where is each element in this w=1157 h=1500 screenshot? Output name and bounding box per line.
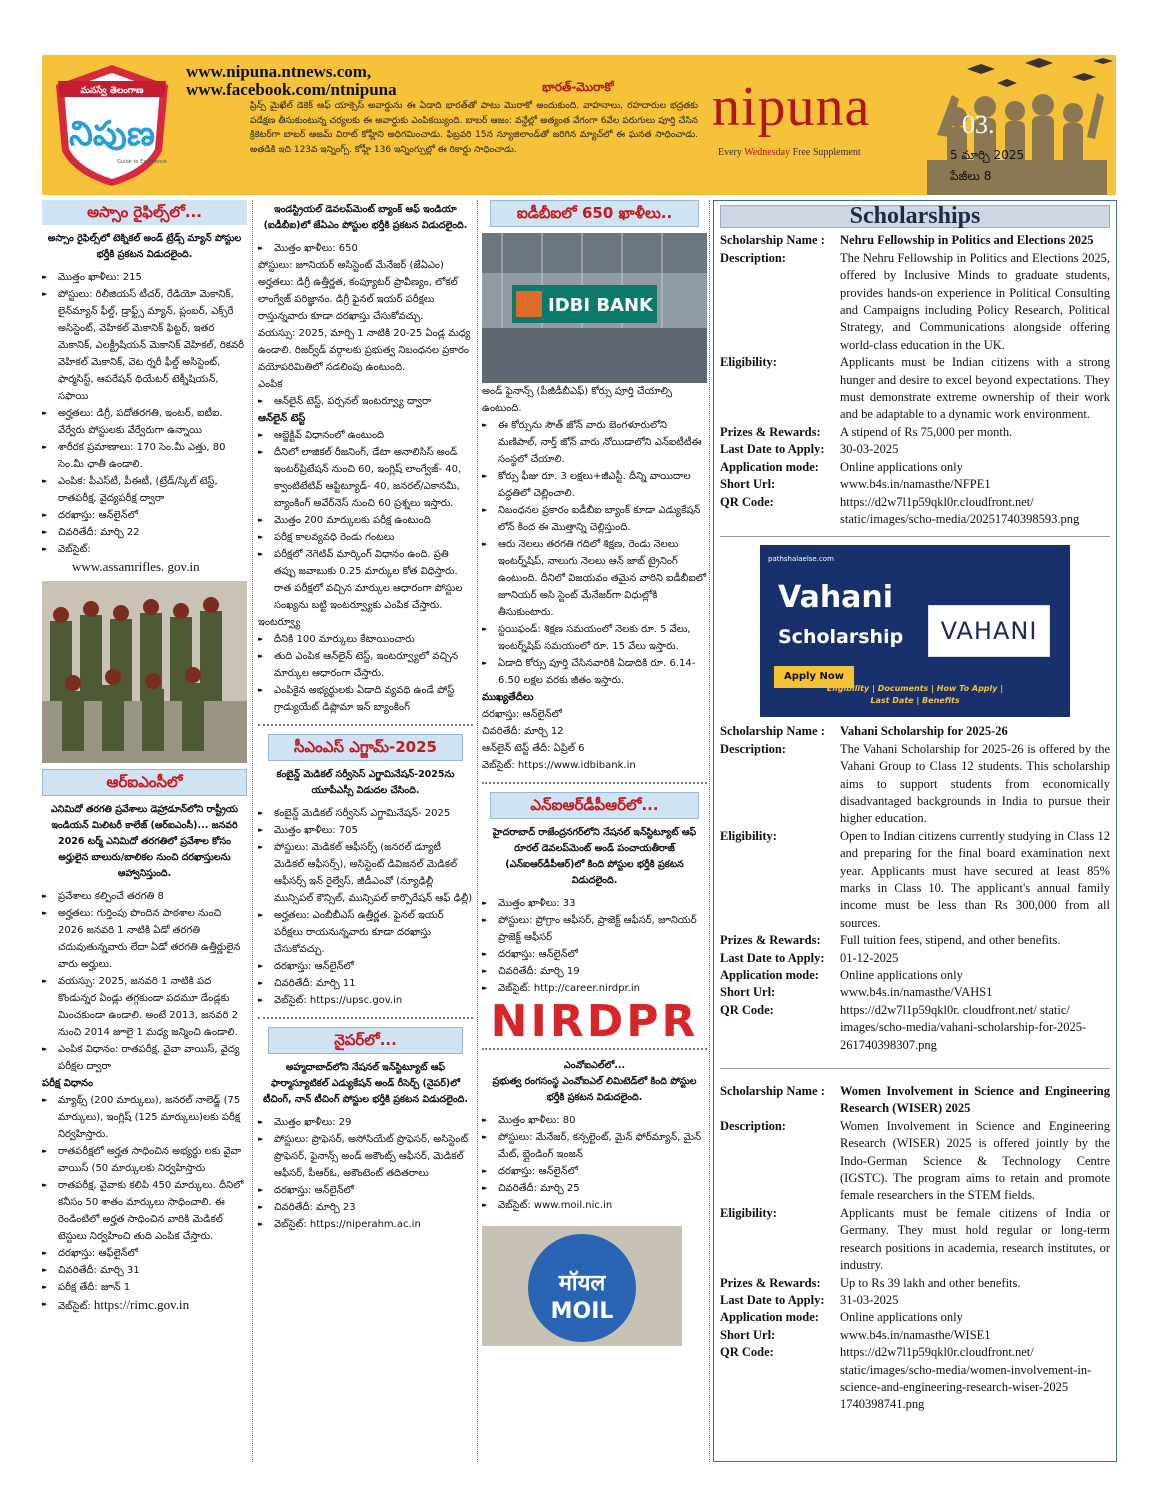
qr-code-link[interactable]: https://d2w7l1p59qkl0r.cloudfront.net/ static/images/scho-media/women-involvement-in-science-and-engineering-research-wiser-2025 1740398741.png: [840, 1345, 1092, 1412]
list-subheading: ఇంటర్వ్యూ: [258, 617, 301, 628]
scholarship-row: QR Code: https://d2w7l1p59qkl0r.cloudfront.net/ static/images/scho-media/women-involvement-in-science-and-engineering-research-wiser-2025 1740398741.png: [720, 1344, 1110, 1414]
list-item: ▸▸ పోస్టులు: ప్రొఫెసర్, అసోసియేట్ ప్రొఫెసర్, అసిస్టెంట్ ప్రొఫెసర్, ఫైనాన్స్ అండ్ అకౌంట్స్ ఆఫీసర్, మెడికల్ ఆఫీసర్, పీఆర్‌ఓ, అకౌంటెంట్ తదితరాలు: [258, 1131, 473, 1182]
list-item: ▸▸ వెబ్‌సైట్:: [42, 541, 247, 558]
niper-intro: అహ్మదాబాద్‌లోని నేషనల్ ఇన్‌స్టిట్యూట్ ఆఫ్ ఫార్మాస్యూటికల్ ఎడ్యుకేషన్ అండ్ రీసెర్చ్ (నైపర్)లో టీచింగ్, నాన్ టీచింగ్ పోస్టుల భర్తీకి ప్రకటన విడుదలైంది.: [263, 1062, 468, 1105]
list-item: ▸▸ రాతపరీక్షలో అర్హత సాధించిన అభ్యర్థు లకు వైవా వాయిస్ (50 మార్కులకు నిర్వహిస్తారు: [42, 1143, 247, 1177]
list-item: ▸▸ చివరితేదీ: మార్చి 25: [482, 1180, 707, 1197]
idbi-details-list: [258, 240, 473, 716]
scholarship-row: Scholarship Name : Nehru Fellowship in Politics and Elections 2025: [720, 233, 1094, 248]
list-item: ▸▸ చివరితేదీ: మార్చి 22: [42, 524, 247, 541]
upsc-intro: కంబైన్డ్ మెడికల్ సర్వీసెస్ ఎగ్జామినేషన్-2025ను యూపీఎస్సీ విడుదల చేసింది.: [276, 769, 455, 796]
scholarship-row: Short Url: www.b4s.in/namasthe/VAHS1: [720, 984, 1110, 1001]
list-item: ▸▸ అర్హతలు: డిగ్రీ, పదోతరగతి, ఇంటర్, ఐటీఐ. వేర్వేరు పోస్టులకు వేర్వేరుగా ఉన్నాయి: [42, 405, 247, 439]
scholarship-wiser: [720, 1083, 1110, 1414]
list-item: అర్హతలు: డిగ్రీ ఉత్తీర్ణత, కంప్యూటర్ ప్రావీణ్యం, లోకల్ లాంగ్వేజ్ పరిజ్ఞానం. డిగ్రీ ఫైనల్ ఇయర్ పరీక్షలు రాస్తున్నవారు కూడా దరఖాస్తు చేసుకోవచ్చు.: [258, 277, 458, 322]
column-divider: [709, 200, 710, 1462]
column-assam-rimc: [42, 200, 247, 1315]
scholarship-row: Last Date to Apply: 01-12-2025: [720, 950, 899, 965]
scholarship-row: Prizes & Rewards: Full tuition fees, stipend, and other benefits.: [720, 933, 1061, 948]
scholarships-title: Scholarships: [720, 205, 1110, 228]
scholarship-row: Prizes & Rewards: A stipend of Rs 75,000 per month.: [720, 424, 1013, 439]
brand-title: nipuna: [712, 76, 871, 138]
list-item: వయస్సు: 2025, మార్చి 1 నాటికి 20-25 ఏండ్ల మధ్య ఉండాలి. రిజర్వ్‌డ్ వర్గాలకు ప్రభుత్వ నిబంధనల ప్రకారం వయోపరిమితిలో సడలింపు ఉంటుంది.: [258, 328, 471, 373]
list-item: ▸▸ కంబైన్డ్ మెడికల్ సర్వీసెస్ ఎగ్జామినేషన్- 2025: [258, 805, 473, 822]
scholarship-row: Last Date to Apply: 30-03-2025: [720, 442, 899, 457]
news-heading: భారత్-మొరాకో: [542, 80, 614, 94]
list-item: ▸▸ ఆన్‌లైన్ టెస్ట్, పర్సనల్ ఇంటర్వ్యూ ద్వారా: [258, 393, 473, 410]
scholarship-row: Description: Women Involvement in Science and Engineering Research (WISER) 2025 is offered jointly by the Indo-German Science & Technology Centre (IGSTC). The program aims to retain and promote female researchers in the STEM fields.: [720, 1118, 1110, 1203]
list-item[interactable]: ▸▸ వెబ్‌సైట్: http://career.nirdpr.in: [482, 980, 707, 997]
vahani-banner-name: Vahani: [778, 580, 894, 616]
list-item: ▸▸ తుది ఎంపిక ఆన్‌లైన్ టెస్ట్, ఇంటర్వ్యూలో వచ్చిన మార్కుల ఆధారంగా చేస్తారు.: [258, 648, 473, 682]
logo-word: నిపుణ: [69, 114, 155, 154]
list-item: ▸▸ పోస్టులు: రిలీజియస్ టీచర్, రేడియో మెకానిక్, లైన్‌మ్యాన్ ఫీల్డ్, డ్రాఫ్ట్స్ మ్యాన్, ప్లంబర్, ఎక్స్‌రే అసిస్టెంట్, వెహికల్ మెకానిక్ ఫిట్టర్, ఇతర మెకానిక్, ఎలక్ట్రీషియన్ మెకానిక్ వెహికల్, రికవరీ వెహికల్ మెకానిక్, వెట ర్నరీ ఫీల్డ్ అసిస్టెంట్, ఫార్మసిస్ట్, ఆపరేషన్ థియేటర్ టెక్నీషియన్, సఫాయి: [42, 286, 247, 405]
list-item: ▸▸ మొత్తం ఖాళీలు: 80: [482, 1112, 707, 1129]
section-title-idbi: ఐడీబీఐలో 650 ఖాళీలు..: [490, 200, 699, 227]
short-url-link[interactable]: www.b4s.in/namasthe/WISE1: [840, 1327, 991, 1342]
list-item: ▸▸ కోర్సు ఫీజు రూ. 3 లక్షలు+జీఎస్టీ. దీన్ని వాయిదాల పద్ధతిలో చెల్లించాలి.: [482, 468, 707, 502]
scholarship-row: QR Code: https://d2w7l1p59qkl0r.cloudfront.net/ static/images/scho-media/20251740398593.png: [720, 494, 1110, 529]
qr-code-link[interactable]: https://d2w7l1p59qkl0r.cloudfront.net/ static/images/scho-media/20251740398593.png: [840, 494, 1080, 526]
list-item: ▸▸ పోస్టులు: మేనేజర్, కన్సల్టెంట్, మైన్ ఫోర్‌మ్యాన్, మైన్ మేట్, బ్లైండింగ్ ఇంజన్: [482, 1129, 707, 1163]
news-text: ప్రిన్స్ మైఖేల్ డెకెక్ ఆఫ్ యాక్సెస్ అవార్డును ఈ ఏడాది భారత్‌తో పాటు మొరాకో అందుకుంది. వాహనాలు, రహదారుల భద్రతకు పడేక్షణ తీసుకుంటున్న చర్యలకు ఈ అవార్డుకు ఎంపికయ్యింది. బాబర్ ఆజం: వన్డేల్లో అత్యంత వేగంగా 6వేల పరుగులు పూర్తి చేసిన క్రికెటర్‌గా బాబర్ ఆజమ్ విరాట్ కోహ్లీని అధిగమించాడు. ఫిబ్రవరి 15న న్యూజిలాండ్‌తో జరిగిన మ్యాచ్‌లో ఈ ఘనత సాధించాడు. అతడికి ఇది 123వ ఇన్నింగ్స్. కోహ్లీ 136 ఇన్నింగ్సుల్లో ఈ రికార్డు సాధించాడు.: [250, 101, 698, 155]
divider: [720, 536, 1110, 537]
scholarship-row: Short Url: www.b4s.in/namasthe/WISE1: [720, 1327, 1110, 1344]
list-item: ▸▸ పరీక్ష తేదీ: జూన్ 1: [42, 1279, 247, 1296]
list-item: ▸▸ మొత్తం 200 మార్కులకు పరీక్ష ఉంటుంది: [258, 512, 473, 529]
list-item: ▸▸ ఎంపిక: పీఎస్‌టీ, పీఈటీ, (ట్రేడ్/స్కిల్ టెస్ట్, రాతపరీక్ష, వైద్యపరీక్ష ద్వారా: [42, 473, 247, 507]
scholarship-row: Prizes & Rewards: Up to Rs 39 lakh and other benefits.: [720, 1275, 1021, 1290]
list-item: ▸▸ దీనిలో లాజికల్ రీజనింగ్, డేటా అనాలిసిస్ అండ్ ఇంటర్‌ప్రిటేషన్ నుంచి 60, ఇంగ్లిష్ లాంగ్వేజ్- 40, క్వాంటిటేటివ్ ఆప్టిట్యూడ్- 40, జనరల్/ఎకానమీ, బ్యాంకింగ్ అవేర్‌నెస్ నుంచి 60 ప్రశ్నలు ఇస్తారు.: [258, 444, 473, 512]
list-item: ▸▸ రాతపరీక్ష, వైవాకు కలిపి 450 మార్కులు. దీనిలో కనీసం 50 శాతం మార్కులు సాధించాలి. ఈ రెండింటిలో అర్హత సాధించిన వారికి మెడికల్ టెస్టులు నిర్వహించి తుది ఎంపిక చేస్తారు.: [42, 1177, 247, 1245]
logo-tagline: మనస్వే తెలంగాణ: [80, 86, 144, 96]
list-subheading: పరీక్ష విధానం: [42, 1078, 94, 1089]
list-item: ▸▸ దరఖాస్తు: ఆన్‌లైన్‌లో: [482, 1163, 707, 1180]
facebook-url[interactable]: www.facebook.com/ntnipuna: [186, 80, 397, 99]
section-title-assam-rifles: అస్సాం రైఫిల్స్‌లో...: [42, 200, 247, 225]
list-item: ▸▸ ఏడాది కోర్సు పూర్తి చేసినవారికి ఏడాదికి రూ. 6.14-6.50 లక్షల వరకు జీతం ఇస్తారు.: [482, 655, 707, 689]
column-idbi-upsc-niper: [258, 200, 473, 1233]
assam-website-link[interactable]: www.assamrifles. gov.in: [72, 559, 200, 574]
list-item: ▸▸ ఎంపిక విధానం: రాతపరీక్ష, వైవా వాయిస్, వైద్య పరీక్షల ద్వారా: [42, 1041, 247, 1075]
section-title-rimc: ఆర్‌ఐఎంసీలో: [42, 769, 247, 796]
list-item[interactable]: వెబ్‌సైట్: https://www.idbibank.in: [482, 760, 636, 771]
list-item: ▸▸ దీనికి 100 మార్కులు కేటాయించారు: [258, 631, 473, 648]
list-item: ▸▸ మొత్తం ఖాళీలు: 215: [42, 269, 247, 286]
scholarship-row: Scholarship Name : Vahani Scholarship for 2025-26: [720, 724, 1008, 739]
list-item[interactable]: ▸▸ వెబ్‌సైట్: www.moil.nic.in: [482, 1197, 707, 1214]
list-item: ▸▸ పరీక్షలో నెగెటివ్ మార్కింగ్ విధానం ఉంది. ప్రతి తప్పు జవాబుకు 0.25 మార్కుల కోత విధిస్తారు. రాత పరీక్షలో వచ్చిన మార్కుల ఆధారంగా పోస్టుల సంఖ్యను బట్టి ఇంటర్వ్యూకు ఎంపిక చేస్తారు.: [258, 546, 473, 614]
idbi-continued-list: [482, 383, 707, 774]
list-item[interactable]: ▸▸ వెబ్‌సైట్: https://niperahm.ac.in: [258, 1216, 473, 1233]
issue-date: 5 మార్చి 2025: [950, 148, 1025, 162]
scholarship-row: Application mode: Online applications only: [720, 459, 963, 474]
list-item: ▸▸ ఈ కోర్సును సౌత్ జోన్ వారు బెంగళూరులోని మణిపాల్, నార్త్ జోన్ వారు నోయిడాలోని ఎన్ఐటీటీఈ సంస్థలో చేయాలి.: [482, 417, 707, 468]
short-url-link[interactable]: www.b4s.in/namasthe/VAHS1: [840, 985, 993, 1000]
list-item: ▸▸ చివరితేదీ: మార్చి 31: [42, 1262, 247, 1279]
scholarship-row: Description: The Nehru Fellowship in Politics and Elections 2025, offered by Inclusive Minds to graduate students, provides hands-on experience in Political Consulting and Campaigns including Policy Research, Political Strategy, and Communications alongside offering world-class education in the UK.: [720, 250, 1110, 352]
scholarship-row: Description: The Vahani Scholarship for 2025-26 is offered by the Vahani Group to Class 12 students. This scholarship aims to support students from economically disadvantaged backgrounds in India to pursue their higher education.: [720, 741, 1110, 826]
list-item: ▸▸ చివరితేదీ: మార్చి 19: [482, 963, 707, 980]
scholarship-row: Eligibility: Applicants must be Indian citizens with a strong hunger and desire to excel beyond expectations. They must demonstrate extreme ownership of their work and be adaptable to a dynamic work environment.: [720, 355, 1110, 422]
apply-now-button[interactable]: Apply Now: [774, 666, 854, 687]
moil-logo-hindi: मॉयल: [558, 1271, 606, 1296]
divider: [482, 782, 707, 784]
list-item: ▸▸ ప్రవేశాలు కల్పించే తరగతి 8: [42, 888, 247, 905]
list-item: ▸▸ పరీక్ష కాలవ్యవధి రెండు గంటలు: [258, 529, 473, 546]
nipuna-logo: [50, 63, 175, 188]
scholarship-row: Short Url: www.b4s.in/namasthe/NFPE1: [720, 476, 1110, 493]
list-item: ▸▸ దరఖాస్తు: ఆన్‌లైన్‌లో: [258, 1182, 473, 1199]
list-item[interactable]: ▸▸ వెబ్‌సైట్: https://upsc.gov.in: [258, 992, 473, 1009]
list-item: ▸▸ ఎంపికైన అభ్యర్థులకు ఏడాది వ్యవధి ఉండే పోస్ట్ గ్రాడ్యుయేట్ డిప్లొమా ఇన్ బ్యాంకింగ్: [258, 682, 473, 716]
scholarships-box: [713, 200, 1117, 1462]
list-item: ఆన్‌లైన్ టెస్ట్ తేదీ: ఏప్రిల్ 6: [482, 743, 585, 754]
section-title-niper: నైపర్‌లో...: [268, 1027, 463, 1054]
divider: [720, 1068, 1110, 1069]
idbi-intro: ఇండస్ట్రియల్ డెవలప్‌మెంట్ బ్యాంక్ ఆఫ్ ఇండియా (ఐడీబీఐ)లో జేఏఎం పోస్టుల భర్తీకి ప్రకటన విడుదలైంది.: [263, 204, 468, 231]
vahani-banner-word: Scholarship: [778, 626, 904, 649]
section-title-nirdpr: ఎన్ఐఆర్‌డీపీఆర్‌లో...: [490, 792, 699, 819]
scholarship-row: QR Code: https://d2w7l1p59qkl0r. cloudfront.net/ static/ images/scho-media/vahani-scholarship-for-2025-261740398307.png: [720, 1002, 1110, 1054]
nirdpr-details-list: [482, 895, 707, 997]
list-item: ▸▸ మ్యాథ్స్ (200 మార్కులు), జనరల్ నాలెడ్జ్ (75 మార్కులు), ఇంగ్లిష్ (125 మార్కులు)లకు పరీక్ష నిర్వహిస్తారు.: [42, 1092, 247, 1143]
moil-logo: [482, 1226, 682, 1346]
list-item: ▸▸ మొత్తం ఖాళీలు: 705: [258, 822, 473, 839]
list-item: ▸▸ అర్హతలు: గుర్తింపు పొందిన పాఠశాల నుంచి 2026 జనవరి 1 నాటికి ఏడో తరగతి చదువుతున్నవారు లేదా ఏడో తరగతి ఉత్తీర్ణులైన వారు అర్హులు.: [42, 905, 247, 973]
idbi-bank-photo: [482, 233, 707, 383]
list-item: ▸▸ చివరితేదీ: మార్చి 11: [258, 975, 473, 992]
idbi-sign-text: IDBI BANK: [548, 295, 653, 316]
moil-details-list: [482, 1112, 707, 1214]
upsc-details-list: [258, 805, 473, 1009]
scholarship-row: Last Date to Apply: 31-03-2025: [720, 1292, 899, 1307]
logo-sub: Guide to Excellence: [117, 159, 167, 165]
nirdpr-intro: హైదరాబాద్ రాజేంద్రనగర్‌లోని నేషనల్ ఇన్‌స్టిట్యూట్ ఆఫ్ రూరల్ డెవలప్‌మెంట్ అండ్ పంచాయతీరాజ్ (ఎన్ఐఆర్‌డీపీఆర్)లో కింది పోస్టుల భర్తీకి ప్రకటన విడుదలైంది.: [492, 827, 697, 886]
scholarship-vahani: [720, 723, 1110, 1054]
scholarship-row: Application mode: Online applications only: [720, 1310, 963, 1325]
vahani-banner-links: Eligibility | Documents | How To Apply | Last Date | Benefits: [826, 684, 1004, 706]
column-scholarships: [713, 200, 1117, 1462]
scholarship-nehru: [720, 232, 1110, 528]
section-title-cms-exam: సీఎంఎస్ ఎగ్జామ్-2025: [268, 734, 463, 761]
column-divider: [252, 200, 253, 1462]
list-item: ▸▸ మొత్తం ఖాళీలు: 29: [258, 1114, 473, 1131]
list-item: ▸▸ స్టయిఫండ్: శిక్షణ సమయంలో నెలకు రూ. 5 వేలు, ఇంటర్న్‌షిప్ సమయంలో రూ. 15 వేలు ఇస్తారు.: [482, 621, 707, 655]
list-item: ▸▸ పోస్టులు: మెడికల్ ఆఫీసర్స్ (జనరల్ డ్యూటీ మెడికల్ ఆఫీసర్స్), అసిస్టెంట్ డివిజనల్ మెడికల్ ఆఫీసర్స్ ఇన్ రైల్వేస్, జీడీఎంవో (న్యూఢిల్లీ మున్సిపల్ కౌన్సిల్, మున్సిపల్ కార్పొరేషన్ ఆఫ్ ఢిల్లీ): [258, 839, 473, 907]
divider: [482, 1048, 707, 1050]
list-item: ▸▸ వయస్సు: 2025, జనవరి 1 నాటికి పద కొండున్నర ఏండ్లు తగ్గకుండా పదమూ డేండ్లకు మించకుండా ఉండాలి. అంటే 2013, జనవరి 2 నుంచి 2014 జూలై 1 మధ్య జన్మించి ఉండాలి.: [42, 973, 247, 1041]
column-divider: [477, 200, 478, 1462]
moil-heading: ఎంవోఐఎల్‌లో...: [563, 1060, 626, 1071]
assam-rifles-photo: [42, 581, 247, 763]
page-count: పేజీలు 8: [950, 169, 992, 183]
list-subheading: ముఖ్యతేదీలు: [482, 692, 534, 703]
list-item: ▸▸ దరఖాస్తు: ఆన్‌లైన్‌లో: [42, 507, 247, 524]
brand-subtitle: Every Wednesday Free Supplement: [718, 147, 861, 158]
rimc-intro: ఎనిమిదో తరగతి ప్రవేశాలు డెహ్రాడూన్‌లోని రాష్ట్రీయ ఇండియన్ మిలిటరీ కాలేజ్ (ఆర్ఐఎంసీ)... జనవరి 2026 టర్మ్ ఎనిమిదో తరగతిలో ప్రవేశాల కోసం అర్హులైన బాలురు/బాలికల నుంచి దరఖాస్తులను ఆహ్వానిస్తుంది.: [50, 804, 239, 879]
list-item: ▸▸ శారీరక ప్రమాణాలు: 170 సెం.మీ ఎత్తు, 80 సెం.మీ ఛాతీ ఉండాలి.: [42, 439, 247, 473]
list-item: ▸▸ ఆబ్జెక్టివ్ విధానంలో ఉంటుంది: [258, 427, 473, 444]
column-idbi-nirdpr-moil: [482, 200, 707, 1352]
scholarship-row: Eligibility: Open to Indian citizens currently studying in Class 12 and preparing for the final board examination next year. Applicants must have secured at least 85% marks in Class 10. The applicant's annual family income must be less than Rs 300,000 from all sources.: [720, 828, 1110, 930]
vahani-logo: VAHANI: [928, 605, 1050, 657]
list-item: ▸▸ చివరితేదీ: మార్చి 23: [258, 1199, 473, 1216]
list-item: ▸▸ పోస్టులు: ప్రోగ్రాం ఆఫీసర్, ప్రాజెక్ట్ ఆఫీసర్, జూనియర్ ప్రాజెక్ట్ ఆఫీసర్: [482, 912, 707, 946]
scholarship-row: Application mode: Online applications only: [720, 968, 963, 982]
divider: [258, 724, 473, 726]
qr-code-link[interactable]: https://d2w7l1p59qkl0r. cloudfront.net/ static/ images/scho-media/vahani-scholarship-for-2025-261740398307.png: [840, 1002, 1087, 1052]
short-url-link[interactable]: www.b4s.in/namasthe/NFPE1: [840, 477, 991, 492]
rimc-website-link[interactable]: https://rimc.gov.in: [93, 1297, 190, 1312]
assam-details-list: [42, 269, 247, 558]
list-item: దరఖాస్తు: ఆన్‌లైన్‌లో: [482, 709, 562, 720]
list-item: ▸▸ నిబంధనల ప్రకారం ఐడీబీఐ బ్యాంక్ కూడా ఎడ్యుకేషన్ లోన్ కింద ఈ మొత్తాన్ని చెల్లిస్తుంది.: [482, 502, 707, 536]
niper-details-list: [258, 1114, 473, 1233]
assam-intro: అస్సాం రైఫిల్స్‌లో టెక్నికల్ అండ్ ట్రేడ్స్ మ్యాన్ పోస్టుల భర్తీకి ప్రకటన విడుదలైంది.: [47, 233, 242, 260]
list-subheading: ఆన్‌లైన్ టెస్ట్: [258, 413, 306, 424]
scholarship-row: Scholarship Name : Women Involvement in Science and Engineering Research (WISER) 2025: [720, 1084, 1110, 1116]
list-item: పోస్టులు: జూనియర్ అసిస్టెంట్ మేనేజర్ (జేఏఎం): [258, 260, 444, 271]
site-url[interactable]: www.nipuna.ntnews.com,: [186, 62, 372, 81]
list-item: ▸▸ దరఖాస్తు: ఆన్‌లైన్‌లో: [258, 958, 473, 975]
list-item: ▸▸ మొత్తం ఖాళీలు: 650: [258, 240, 473, 257]
list-item: ▸▸ అర్హతలు: ఎంబీబీఎస్ ఉత్తీర్ణత. ఫైనల్ ఇయర్ పరీక్షలు రాయనున్నవారు కూడా దరఖాస్తు చేసుకోవచ్చు.: [258, 907, 473, 958]
list-item: అండ్ ఫైనాన్స్ (పీజీడీబీఎఫ్) కోర్సు పూర్తి చేయాల్సి ఉంటుంది.: [482, 386, 673, 414]
divider: [258, 1017, 473, 1019]
list-item: చివరితేదీ: మార్చి 12: [482, 726, 564, 737]
scholarship-row: Eligibility: Applicants must be female citizens of India or Germany. They must hold regular or long-term research positions in academia, research institutes, or industry.: [720, 1205, 1110, 1273]
rimc-details-list: [42, 888, 247, 1315]
list-item: ▸▸ దరఖాస్తు: ఆన్‌లైన్‌లో: [482, 946, 707, 963]
masthead: [42, 55, 1116, 195]
nirdpr-logo: NIRDPR: [490, 996, 699, 1047]
moil-logo-text: MOIL: [550, 1299, 614, 1324]
url-block: [186, 63, 397, 99]
list-item: ▸▸ మొత్తం ఖాళీలు: 33: [482, 895, 707, 912]
list-subheading: ఎంపిక: [258, 379, 283, 390]
issue-number: 03.: [962, 110, 995, 139]
list-item: ▸▸ వెబ్‌సైట్: https://rimc.gov.in: [42, 1296, 247, 1315]
graduates-illustration: [897, 55, 1116, 195]
list-item: ▸▸ ఆరు నెలలు తరగతి గదిలో శిక్షణ, రెండు నెలలు ఇంటర్న్‌షిప్, నాలుగు నెలలు ఆన్ జాబ్ ట్రైనింగ్ ఉంటుంది. దీనిలో విజయవం తమైన వారిని ఐడీబీఐలో జూనియర్ అసి స్టెంట్ మేనేజర్‌గా విధుల్లోకి తీసుకుంటారు.: [482, 536, 707, 621]
vahani-banner[interactable]: pathshalaelse.com Vahani Scholarship VAHANI Apply Now Eligibility | Documents | How To Apply | Last Date | Benefits: [760, 545, 1070, 717]
moil-intro: ప్రభుత్వ రంగసంస్థ ఎంవోఐఎల్ లిమిటెడ్‌లో కింది పోస్టుల భర్తీకి ప్రకటన విడుదలైంది.: [492, 1076, 697, 1103]
list-item: ▸▸ దరఖాస్తు: ఆఫ్‌లైన్‌లో: [42, 1245, 247, 1262]
